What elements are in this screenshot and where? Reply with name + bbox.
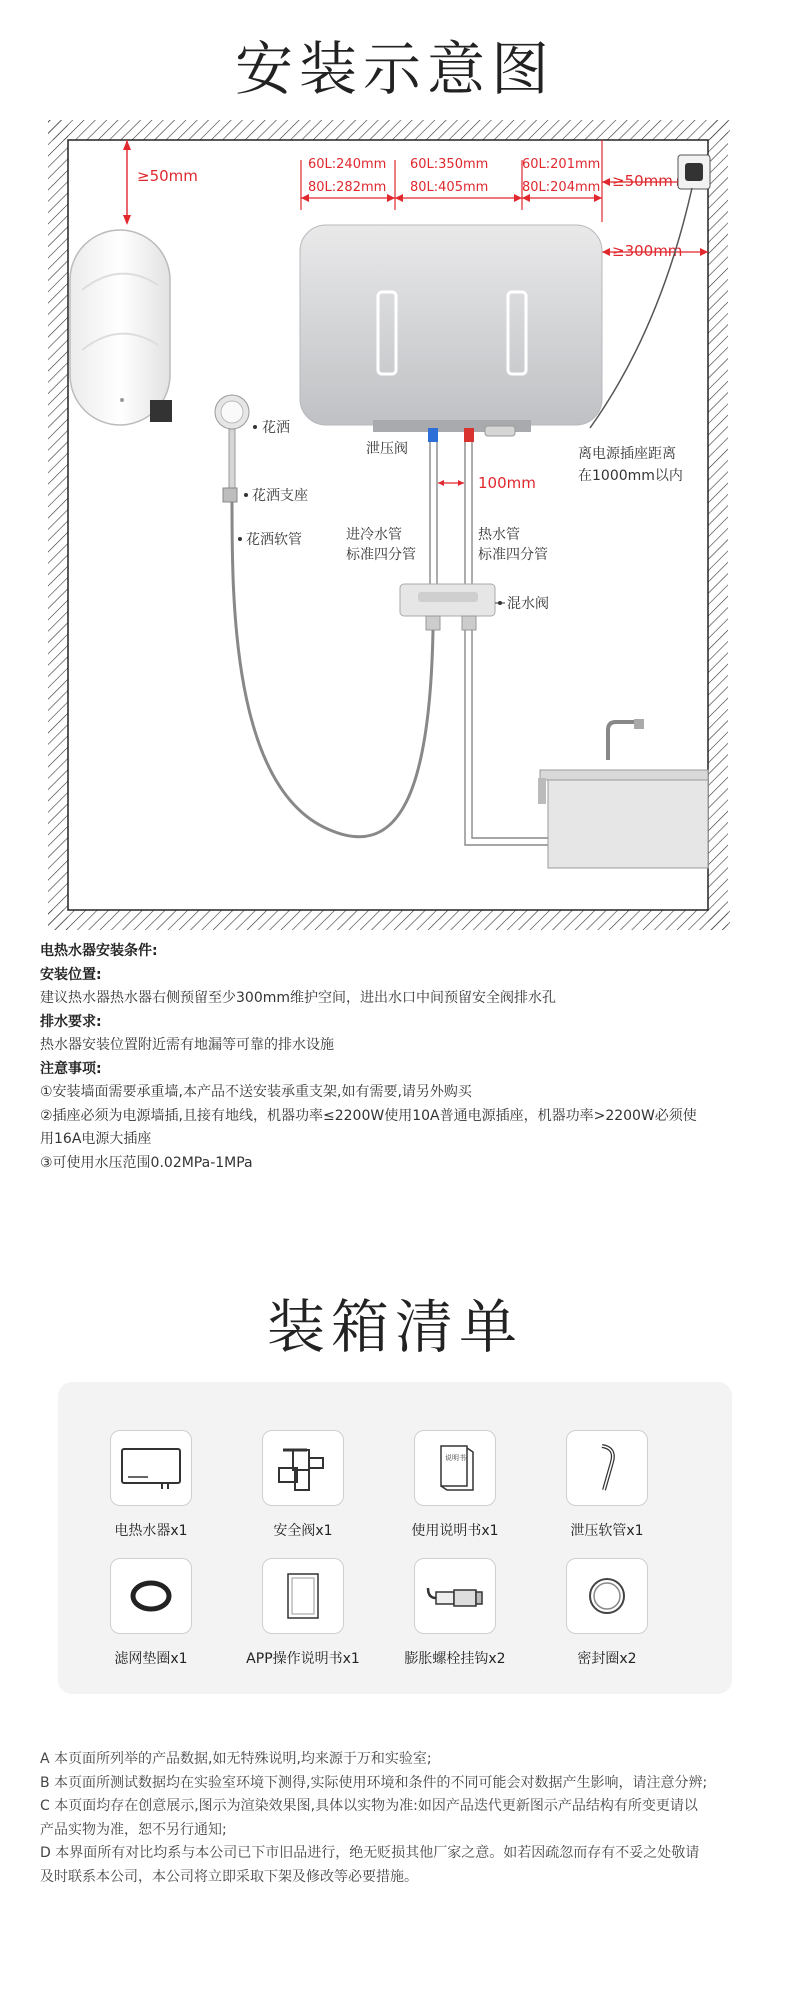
socket-distance-line1: 离电源插座距离	[578, 446, 676, 462]
shower-head-label: 花洒	[262, 420, 290, 436]
packing-item-label: 电热水器x1	[114, 1523, 188, 1539]
instant-heater	[70, 230, 172, 425]
packing-item-app-manual	[228, 1558, 378, 1668]
relief-valve-label: 泄压阀	[366, 441, 408, 457]
install-conditions	[40, 940, 760, 1175]
note-2b: 用16A电源大插座	[40, 1131, 152, 1147]
installation-diagram	[0, 0, 790, 940]
disclaimer-d1: D 本界面所有对比均系与本公司已下市旧品进行，绝无贬损其他厂家之意。如若因疏忽而存有不妥之处敬请	[40, 1845, 700, 1861]
packing-item-label: 滤网垫圈x1	[114, 1651, 188, 1667]
note-2a: ②插座必须为电源墙插,且接有地线，机器功率≤2200W使用10A普通电源插座，机器功率>2200W必须使	[40, 1107, 697, 1124]
pipe-gap-label: 100mm	[478, 474, 536, 492]
water-heater-tank	[300, 225, 602, 436]
seal-ring-icon	[566, 1558, 648, 1634]
mixing-valve-label: 混水阀	[507, 596, 549, 612]
cold-pipe-label-2: 标准四分管	[346, 547, 416, 563]
packing-item-label: 泄压软管x1	[570, 1523, 644, 1539]
packing-item-safety-valve	[228, 1430, 378, 1540]
shower-hose-label: 花洒软管	[246, 532, 302, 548]
packing-item-filter-ring	[76, 1558, 226, 1668]
notes-heading: 注意事项:	[40, 1060, 102, 1077]
disclaimer-c1: C 本页面均存在创意展示,图示为渲染效果图,具体以实物为准:如因产品迭代更新图示产品结构有所变更请以	[40, 1798, 698, 1814]
disclaimer-b: B 本页面所测试数据均在实验室环境下测得,实际使用环境和条件的不同可能会对数据产生影响，请注意分辨;	[40, 1774, 708, 1791]
conditions-title: 电热水器安装条件:	[40, 943, 158, 959]
disclaimer	[40, 1748, 760, 1889]
dim-60-mid: 60L:350mm	[410, 157, 489, 172]
dim-right-label: ≥50mm	[612, 172, 673, 190]
cold-pipe-label-1: 进冷水管	[346, 527, 402, 543]
packing-item-label: 膨胀螺栓挂钩x2	[404, 1651, 506, 1667]
packing-list-panel	[58, 1382, 732, 1694]
hose-icon	[566, 1430, 648, 1506]
packing-item-bolt-hook	[380, 1558, 530, 1668]
cold-inlet-fitting	[428, 428, 438, 442]
socket-distance-line2: 在1000mm以内	[578, 468, 683, 484]
packing-list-title: 装箱清单	[266, 1293, 523, 1361]
dim-60-right: 60L:201mm	[522, 157, 601, 172]
manual-cover-text: 说明书	[445, 1454, 466, 1462]
packing-item-label: APP操作说明书x1	[246, 1651, 360, 1667]
hot-outlet-fitting	[464, 428, 474, 442]
install-position-text: 建议热水器热水器右侧预留至少300mm维护空间，进出水口中间预留安全阀排水孔	[40, 990, 556, 1006]
packing-item-water-heater	[76, 1430, 226, 1540]
drain-heading: 排水要求:	[40, 1013, 102, 1030]
packing-item-seal-ring	[532, 1558, 682, 1668]
dim-60-left: 60L:240mm	[308, 157, 387, 172]
hot-pipe-label-1: 热水管	[478, 527, 520, 543]
drain-text: 热水器安装位置附近需有地漏等可靠的排水设施	[40, 1037, 334, 1053]
packing-item-manual	[380, 1430, 530, 1540]
install-diagram-title: 安装示意图	[234, 35, 555, 103]
app-manual-icon	[262, 1558, 344, 1634]
packing-item-label: 安全阀x1	[273, 1523, 333, 1539]
note-1: ①安装墙面需要承重墙,本产品不送安装承重支架,如有需要,请另外购买	[40, 1084, 472, 1100]
filter-ring-icon	[110, 1558, 192, 1634]
packing-item-hose	[532, 1430, 682, 1540]
packing-item-label: 密封圈x2	[577, 1651, 637, 1667]
disclaimer-a: A 本页面所列举的产品数据,如无特殊说明,均来源于万和实验室;	[40, 1751, 432, 1767]
disclaimer-d2: 及时联系本公司，本公司将立即采取下架及修改等必要措施。	[40, 1868, 418, 1885]
safety-valve-icon	[262, 1430, 344, 1506]
note-3: ③可使用水压范围0.02MPa-1MPa	[40, 1154, 253, 1171]
bolt-hook-icon	[414, 1558, 496, 1634]
dim-80-right: 80L:204mm	[522, 180, 601, 195]
shower-holder	[223, 488, 237, 502]
packing-item-label: 使用说明书x1	[411, 1523, 499, 1539]
dim-300-label: ≥300mm	[612, 242, 683, 260]
dim-80-left: 80L:282mm	[308, 180, 387, 195]
shower-holder-label: 花洒支座	[252, 488, 308, 504]
manual-icon	[414, 1430, 496, 1506]
dim-80-mid: 80L:405mm	[410, 180, 489, 195]
install-position-heading: 安装位置:	[40, 966, 102, 983]
dim-top-label: ≥50mm	[137, 167, 198, 185]
hot-pipe-label-2: 标准四分管	[478, 547, 548, 563]
water-heater-icon	[110, 1430, 192, 1506]
disclaimer-c2: 产品实物为准，恕不另行通知;	[40, 1821, 227, 1838]
